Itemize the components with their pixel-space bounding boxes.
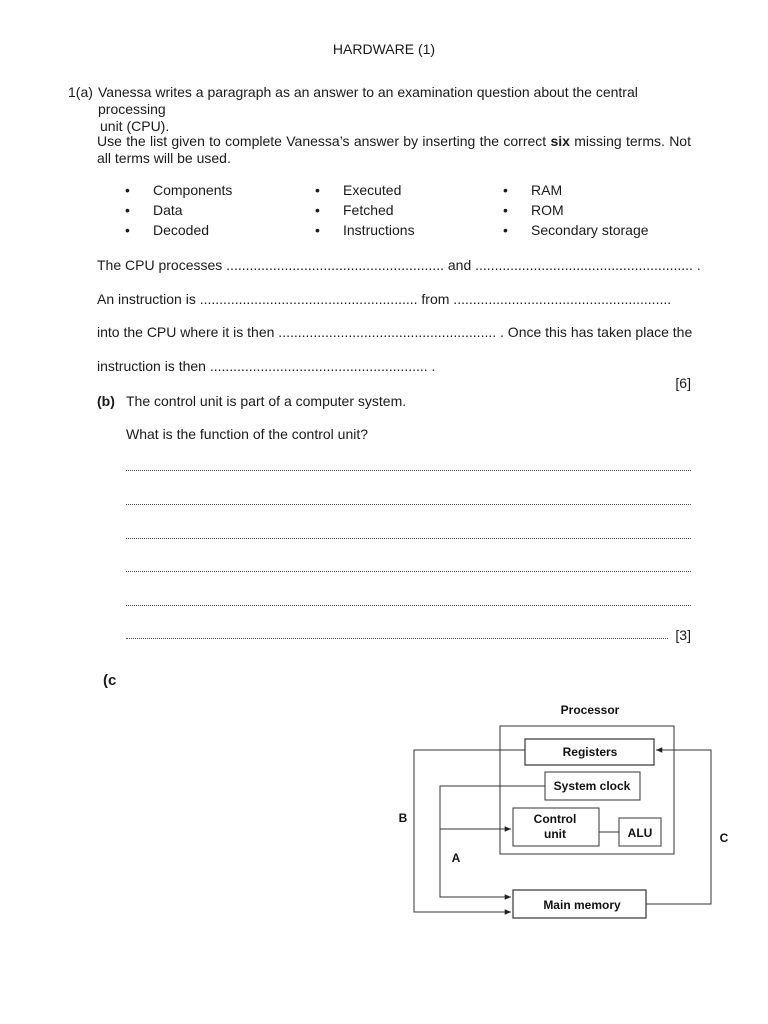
- registers-box: [525, 739, 654, 765]
- part-b-question: What is the function of the control unit?: [126, 426, 369, 442]
- bus-a: [440, 786, 545, 897]
- bullet-icon: •: [315, 202, 320, 218]
- instruction-pre: Use the list given to complete Vanessa’s answer by inserting the correct: [97, 133, 551, 149]
- marks-a: [6]: [675, 375, 691, 391]
- instruction-bold: six: [550, 133, 570, 149]
- question-text: [98, 84, 696, 135]
- bullet-icon: •: [315, 182, 320, 198]
- bus-b: [414, 750, 525, 912]
- term-label: Decoded: [153, 222, 210, 238]
- bullet-icon: •: [125, 202, 130, 218]
- answer-line[interactable]: [126, 538, 691, 539]
- fill-line-2: An instruction is ........................................................ from ........................................................: [97, 291, 672, 307]
- control-unit-box: [513, 808, 599, 846]
- processor-box: [500, 726, 674, 854]
- page-title: HARDWARE (1): [332, 41, 436, 57]
- diagram-label-c: C: [719, 831, 729, 845]
- bullet-icon: •: [503, 182, 508, 198]
- bus-c: [646, 750, 711, 904]
- fill-line-4: instruction is then ........................................................ .: [97, 358, 436, 374]
- term-label: Instructions: [343, 222, 415, 238]
- bullet-icon: •: [315, 222, 320, 238]
- system-clock-box: [545, 772, 640, 800]
- answer-line[interactable]: [126, 504, 691, 505]
- answer-line[interactable]: [126, 571, 691, 572]
- term-label: Fetched: [343, 202, 394, 218]
- diagram-label-a: A: [451, 851, 461, 865]
- part-b-text: The control unit is part of a computer system.: [126, 393, 407, 409]
- part-b-label: (b): [97, 393, 115, 409]
- marks-b: [3]: [675, 627, 691, 643]
- term-label: Components: [153, 182, 233, 198]
- diagram-registers-label: Registers: [562, 745, 618, 759]
- instruction-text: [97, 133, 691, 167]
- term-label: Data: [153, 202, 183, 218]
- bullet-icon: •: [503, 202, 508, 218]
- diagram-processor-label: Processor: [560, 703, 620, 717]
- term-label: Secondary storage: [531, 222, 649, 238]
- answer-line[interactable]: [126, 638, 668, 639]
- bullet-icon: •: [503, 222, 508, 238]
- question-line-2: unit (CPU).: [100, 118, 170, 134]
- diagram-alu-label: ALU: [627, 826, 653, 840]
- diagram-label-b: B: [398, 811, 408, 825]
- answer-line[interactable]: [126, 605, 691, 606]
- alu-box: [619, 818, 661, 846]
- bullet-icon: •: [125, 222, 130, 238]
- term-label: Executed: [343, 182, 402, 198]
- diagram-main-memory-label: Main memory: [543, 898, 621, 912]
- diagram-unit-label: unit: [544, 827, 566, 841]
- fill-line-1: The CPU processes ........................................................ and ........................................................ .: [97, 257, 701, 273]
- term-label: ROM: [531, 202, 564, 218]
- term-label: RAM: [531, 182, 563, 198]
- instruction-post: missing terms. Not all terms will be used.: [97, 133, 691, 166]
- main-memory-box: [513, 890, 646, 918]
- diagram-control-label: Control: [533, 812, 577, 826]
- answer-line[interactable]: [126, 470, 691, 471]
- question-line-1: Vanessa writes a paragraph as an answer to an examination question about the central processing: [98, 84, 638, 117]
- diagram-system-clock-label: System clock: [553, 779, 631, 793]
- question-number: 1(a): [68, 84, 93, 100]
- part-c-label: (c: [103, 672, 117, 689]
- fill-line-3: into the CPU where it is then ........................................................ . Once this has taken place the: [97, 324, 693, 340]
- bullet-icon: •: [125, 182, 130, 198]
